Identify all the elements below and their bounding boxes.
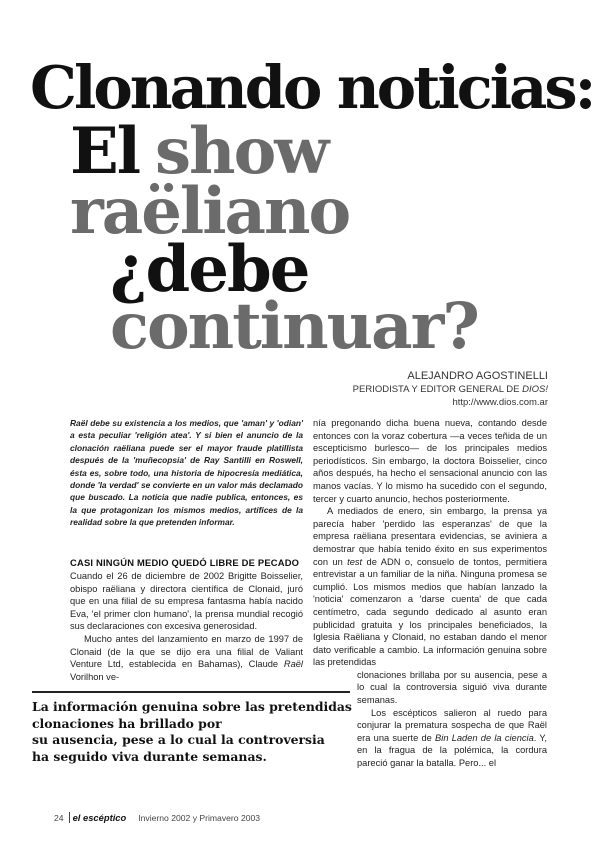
- page-footer: [54, 812, 260, 823]
- author-role-prefix: PERIODISTA Y EDITOR GENERAL DE: [352, 384, 523, 395]
- pullquote-line: su ausencia, pese a lo cual la controversia: [32, 732, 325, 748]
- body-text: . Y, en la fragua de la polémica, la cordura pareció ganar la batalla. Pero... el: [357, 732, 547, 769]
- author-url[interactable]: http://www.dios.com.ar: [452, 397, 548, 408]
- lead-paragraph: Raël debe su existencia a los medios, que 'aman' y 'odian' a esta peculiar 'religión atea'. Y si bien el anuncio de la clonación raëliana puede ser el mayor fraude platillista después de la 'muñecopsia' de Ray Santilli en Roswell, ésta es, sobre todo, una historia de hipocresía mediática, donde 'la verdad' se convierte en un valor más declamado que buscado. La noticia que nadie publica, entonces, es la que protagonizan los mismos medios, artífices de la realidad sobre la que pretenden informar.: [70, 418, 303, 528]
- body-text: A mediados de enero, sin embargo, la prensa ya parecía haber 'perdido las esperanzas' de que la empresa raëliana presentara evidencias, se aviniera a demostrar que había tenido éxito en sus experimentos con un: [313, 506, 547, 567]
- body-text: Mucho antes del lanzamiento en marzo de 1997 de Clonaid (de la que se dijo era una filial de Valiant Venture Ltd, establecida en Bahamas), Claude: [70, 633, 303, 670]
- issue-label: Invierno 2002 y Primavero 2003: [138, 813, 261, 823]
- body-paragraph: Cuando el 26 de diciembre de 2002 Brigitte Boisselier, obispo raëliana y directora científica de Clonaid, juró que en una filial de su empresa fantasma había nacido Eva, 'el primer clon humano', la prensa mundial recogió sus declaraciones con excesiva generosidad.: [70, 571, 303, 632]
- body-text: Vorilhon ve-: [70, 671, 120, 682]
- body-emphasis: Bin Laden de la ciencia: [435, 732, 534, 743]
- footer-divider: [69, 812, 70, 823]
- page-number: 24: [54, 813, 64, 823]
- body-paragraph: [357, 707, 547, 770]
- title-line-3: raëliano: [70, 174, 350, 249]
- title-line-1: Clonando noticias:: [30, 53, 594, 122]
- title-line-4: ¿debe: [110, 232, 309, 307]
- body-emphasis: test: [347, 556, 363, 567]
- body-paragraph: nía pregonando dicha buena nueva, contando desde entonces con la voraz cobertura —a veces teñida de un escepticismo burlesco— de los principales medios periodísticos. Sin embargo, la doctora Boisselier, cinco años después, ha hecho el sensacional anuncio con las manos vacías. Y lo mismo ha sucedido con el segundo, tercer y cuarto anuncio, hechos posteriormente.: [313, 418, 547, 504]
- title-line-2a: El: [70, 114, 140, 189]
- body-column-1: [70, 570, 303, 683]
- body-paragraph: [70, 633, 303, 683]
- byline: [353, 370, 548, 409]
- body-text: Los escépticos salieron al ruedo para conjurar la prematura sospecha de que Raël era una suerte de: [357, 707, 547, 743]
- title-line-2b: show: [155, 114, 328, 189]
- body-text: de ADN o, consuelo de tontos, permitiera entrevistar a un familiar de la niña. Ninguna promesa se cumplió. Los mismos medios que habían lanzado la 'noticia' comenzaron a 'darse cuenta' de que cada centímetro, cada segundo dedicado al asunto eran publicidad gratuita y los principales beneficiados, la Iglesia Raëliana y Clonaid, no estaban dando el menor dato verificable a cambio. La información genuina sobre las pretendidas: [313, 556, 548, 668]
- section-heading: CASI NINGÚN MEDIO QUEDÓ LIBRE DE PECADO: [70, 557, 300, 568]
- body-paragraph: [313, 505, 547, 669]
- author-name: ALEJANDRO AGOSTINELLI: [407, 370, 548, 382]
- magazine-name: el escéptico: [72, 812, 127, 823]
- article-title: [0, 0, 595, 364]
- author-role: [353, 383, 548, 396]
- body-paragraph: clonaciones brillaba por su ausencia, pese a lo cual la controversia siguió viva durante semanas.: [357, 669, 547, 706]
- title-line-5: continuar?: [110, 289, 478, 364]
- pullquote-line: clonaciones ha brillado por: [32, 715, 222, 731]
- pullquote-line: La información genuina sobre las pretendidas: [32, 699, 352, 714]
- pullquote-line: ha seguido viva durante semanas.: [32, 748, 267, 764]
- author-role-publication: DIOS!: [522, 384, 548, 395]
- pullquote-rule: [32, 691, 350, 693]
- pullquote: [32, 699, 352, 765]
- body-emphasis: Raël: [283, 659, 303, 670]
